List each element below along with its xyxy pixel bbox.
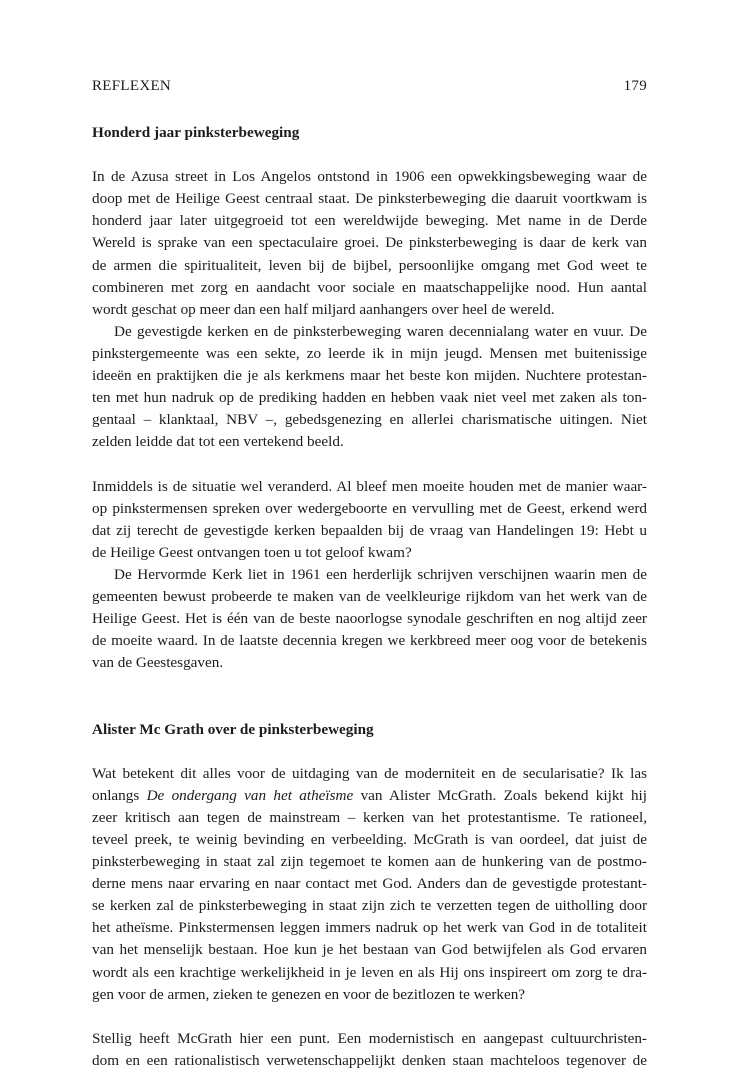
text-line: zeer kritisch aan tegen de mainstream – kerken van het protestantisme. Te rationeel,	[92, 808, 647, 826]
text-line: De gevestigde kerken en de pinksterbeweging waren decennialang water en vuur. De	[114, 322, 647, 340]
text-line: Wereld is sprake van een spectaculaire groei. De pinksterbeweging is daar de kerk van	[92, 234, 647, 252]
text-line-with-book-title	[92, 785, 647, 807]
paragraph-inmiddels	[92, 476, 647, 564]
section-heading-honderd-jaar: Honderd jaar pinksterbeweging	[92, 124, 300, 141]
page-content	[92, 122, 647, 1072]
text-line: het atheïsme. Pinkstermensen leggen immers nadruk op het werk van God in de totaliteit	[92, 919, 647, 937]
text-line: wordt als een krachtige werkelijkheid in je leven en als Hij ons inspireert om zorg te dra-	[92, 963, 647, 981]
text-line: de armen die spiritualiteit, leven bij de bijbel, persoonlijke omgang met God weet te	[92, 256, 647, 274]
text-line: ten met hun nadruk op de prediking hadden en hebben vaak niet veel met zaken als ton-	[92, 389, 647, 407]
text-line: doop met de Heilige Geest centraal staat. De pinksterbeweging die daaruit voortkwam is	[92, 190, 647, 208]
section-heading-mcgrath: Alister Mc Grath over de pinksterbeweging	[92, 720, 374, 738]
text-line: de moeite waard. In de laatste decennia kregen we kerkbreed meer oog voor de betekenis	[92, 632, 647, 650]
text-line: pinksterbeweging in staat zal zijn tegemoet te komen aan de hunkering van de postmo-	[92, 853, 647, 871]
running-head-title: REFLEXEN	[92, 78, 172, 94]
paragraph-hervormde-kerk	[92, 564, 647, 674]
text-line: Stellig heeft McGrath hier een punt. Een modernistisch en aangepast cultuurchristen-	[92, 1029, 647, 1047]
text-line: teveel preek, te weinig bevinding en verbeelding. McGrath is van oordeel, dat juist de	[92, 831, 647, 848]
text-fragment: van Alister McGrath. Zoals bekend kijkt hij	[353, 786, 647, 804]
text-line: se kerken zal de pinksterbeweging in staat zijn zich te verzetten tegen de uitholling door	[92, 897, 647, 915]
text-line: van de Geestesgaven.	[92, 654, 224, 672]
text-line: De Hervormde Kerk liet in 1961 een herderlijk schrijven verschijnen waarin men de	[114, 565, 647, 583]
text-line: de Heilige Geest ontvangen toen u tot geloof kwam?	[92, 543, 412, 561]
text-line: van het menselijk bestaan. Hoe kun je het bestaan van God betwijfelen als God ervaren	[92, 941, 647, 959]
text-line: gentaal – klanktaal, NBV –, gebedsgenezing en allerlei charismatische uitingen. Niet	[92, 411, 647, 429]
text-line: Inmiddels is de situatie wel veranderd. Al bleef men moeite houden met de manier waar-	[92, 477, 647, 495]
text-line: pinkstergemeente was een sekte, zo leerde ik in mijn jeugd. Mensen met buitenissige	[92, 344, 647, 362]
text-line: honderd jaar later uitgegroeid tot een wereldwijde beweging. Met name in de Derde	[92, 212, 647, 230]
text-line: In de Azusa street in Los Angelos ontstond in 1906 een opwekkingsbeweging waar de	[92, 168, 647, 186]
paragraph-gevestigde-kerken	[92, 321, 647, 454]
text-line: ideeën en praktijken die je als kerkmens maar het beste kon mijden. Nuchtere protestan-	[92, 367, 647, 385]
text-fragment: onlangs	[92, 786, 147, 804]
page-number: 179	[623, 78, 647, 94]
text-line: gen voor de armen, zieken te genezen en voor de bezitlozen te werken?	[92, 985, 526, 1003]
book-title: De ondergang van het atheïsme	[146, 786, 354, 804]
text-line: gemeenten bewust probeerde te maken van de veelkleurige rijkdom van het werk van de	[92, 587, 647, 605]
paragraph-stellig	[92, 1028, 647, 1072]
text-line: derne mens naar ervaring en naar contact met God. Anders dan de gevestigde protestant-	[92, 875, 647, 893]
paragraph-azusa	[92, 166, 647, 321]
text-line: wordt geschat op meer dan een half miljard aanhangers over heel de wereld.	[92, 300, 555, 318]
text-line: combineren met zorg en aandacht voor sociale en maatschappelijke nood. Hun aantal	[92, 278, 647, 296]
book-page	[92, 0, 647, 1068]
text-line: Heilige Geest. Het is één van de beste naoorlogse synodale geschriften en nog altijd zeer	[92, 610, 647, 628]
text-line: Wat betekent dit alles voor de uitdaging van de moderniteit en de secularisatie? Ik las	[92, 764, 647, 782]
text-line: dat zij terecht de gevestigde kerken bepaalden bij de vraag van Handelingen 19: Hebt u	[92, 521, 647, 539]
text-line: dom en een rationalistisch verwetenschappelijkt denken staan machteloos tegenover de	[92, 1051, 647, 1069]
paragraph-moderniteit	[92, 763, 647, 1006]
running-head	[92, 78, 647, 100]
text-line: zelden leidde dat tot een vertekend beeld.	[92, 433, 344, 451]
text-line: op pinkstermensen spreken over wedergeboorte en vervulling met de Geest, erkend werd	[92, 499, 647, 517]
